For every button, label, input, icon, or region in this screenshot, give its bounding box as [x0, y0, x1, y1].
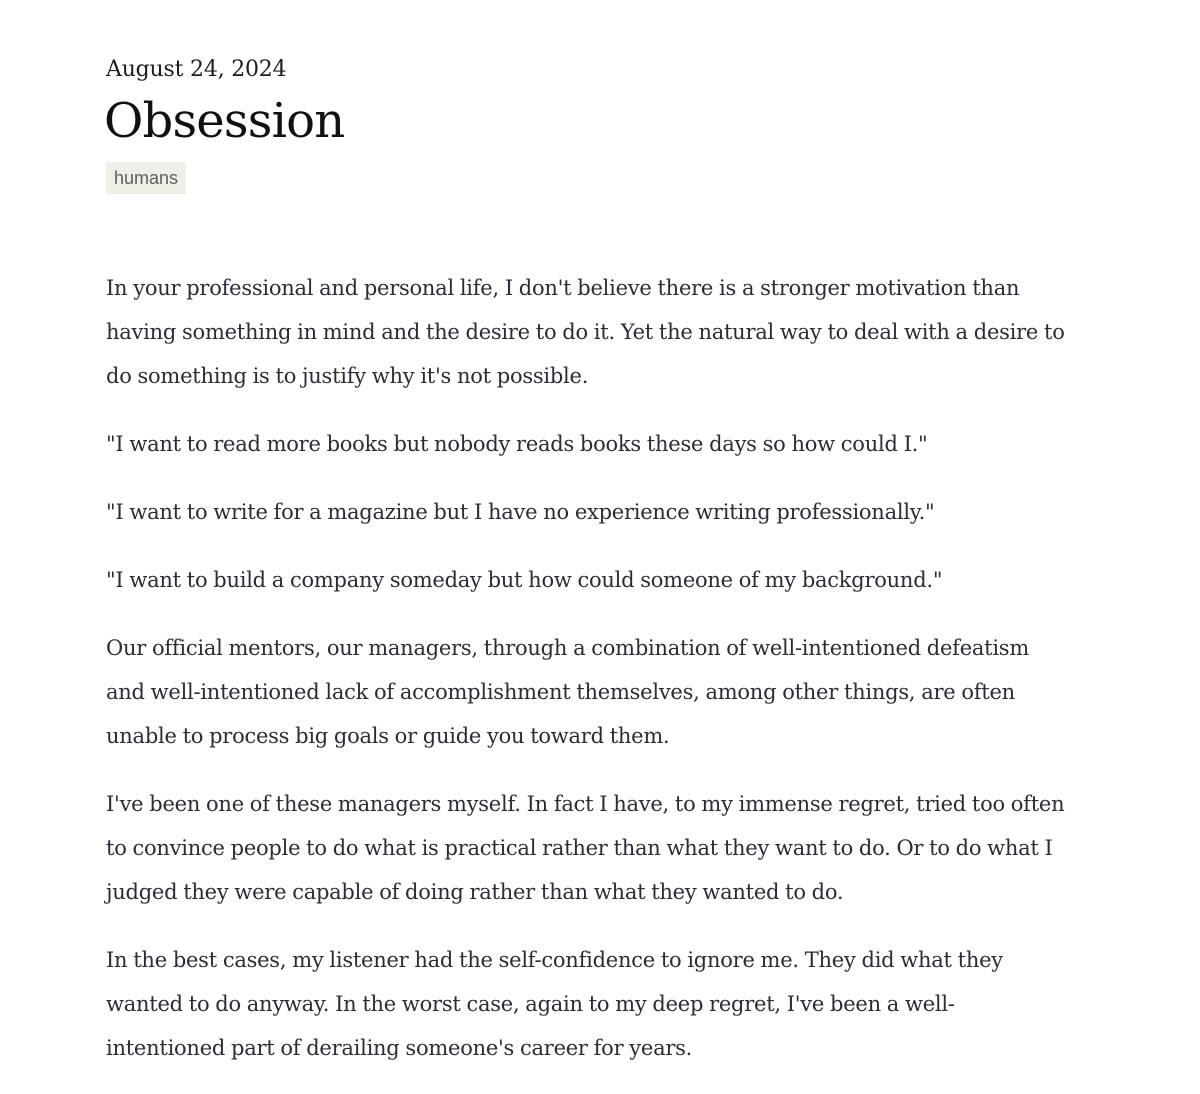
post-date: August 24, 2024	[106, 57, 287, 82]
paragraph: I've been one of these managers myself. In fact I have, to my immense regret, tried too often to convince people to do what is practical rather than what they want to do. Or to do what I judged they were capable of doing rather than what they wanted to do.	[106, 792, 1065, 904]
paragraph: Our official mentors, our managers, through a combination of well-intentioned defeatism and well-intentioned lack of accomplishment themselves, among other things, are often unable to process big goals or guide you toward them.	[106, 636, 1029, 748]
article-body	[106, 266, 1066, 1094]
paragraph: "I want to write for a magazine but I have no experience writing professionally."	[106, 500, 935, 524]
tag-link[interactable]: humans	[106, 162, 186, 194]
paragraph: "I want to build a company someday but how could someone of my background."	[106, 568, 943, 592]
paragraph: In the best cases, my listener had the self-confidence to ignore me. They did what they wanted to do anyway. In the worst case, again to my deep regret, I've been a well-intentioned part of derailing someone's career for years.	[106, 948, 1003, 1060]
paragraph: "I want to read more books but nobody reads books these days so how could I."	[106, 432, 928, 456]
post-title: Obsession	[104, 93, 345, 149]
paragraph: In your professional and personal life, I don't believe there is a stronger motivation than having something in mind and the desire to do it. Yet the natural way to deal with a desire to do something is to justify why it's not possible.	[106, 276, 1065, 388]
